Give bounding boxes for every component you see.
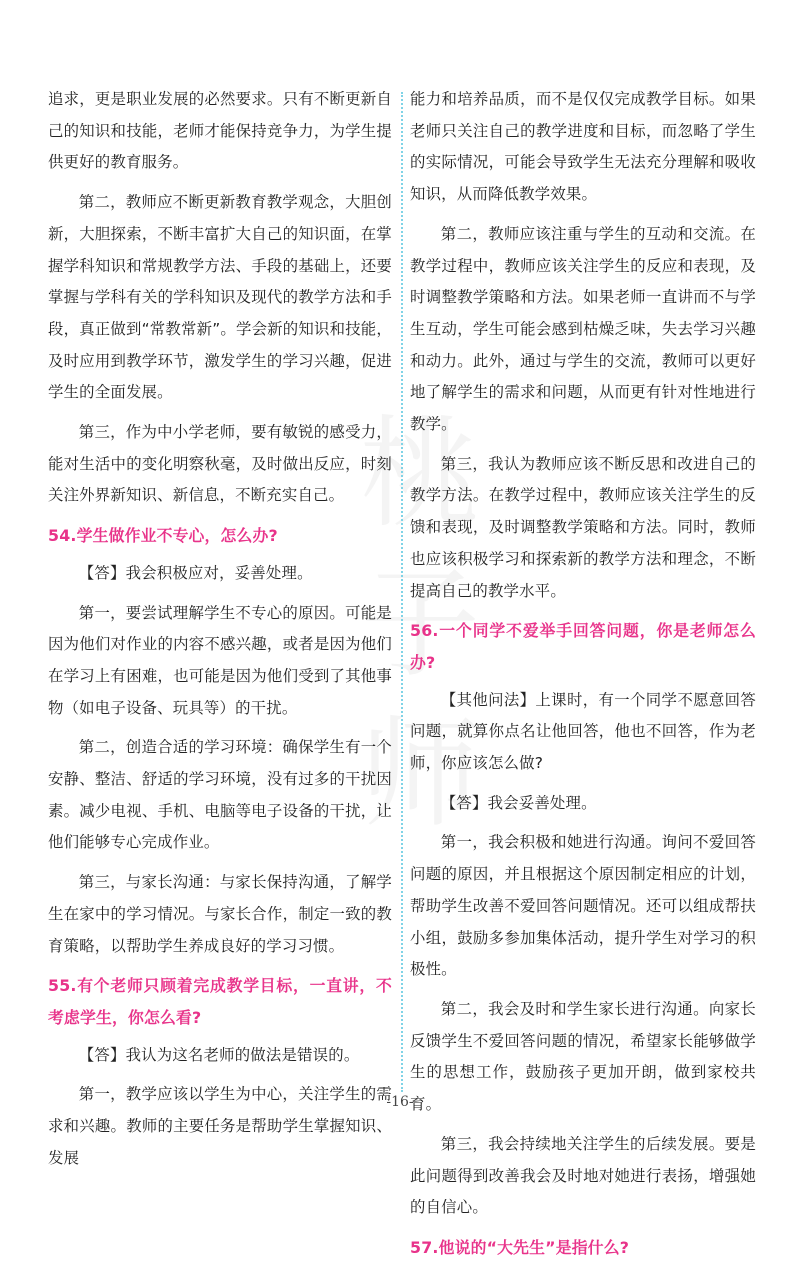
paragraph: 第三，我认为教师应该不断反思和改进自己的教学方法。在教学过程中，教师应该关注学生的反馈和表现，及时调整教学策略和方法。同时，教师也应该积极学习和探索新的教学方法和理念，不断提高自己的教学水平。: [410, 454, 756, 600]
paragraph: 第二，教师应不断更新教育教学观念，大胆创新，大胆探索，不断丰富扩大自己的知识面，在掌握学科知识和常规教学方法、手段的基础上，还要掌握与学科有关的学科知识及现代的教学方法和手段，真正做到“常教常新”。学会新的知识和技能，及时应用到教学环节，激发学生的学习兴趣，促进学生的全面发展。: [48, 193, 392, 402]
question-heading: 54.学生做作业不专心，怎么办?: [48, 526, 278, 546]
paragraph: 能力和培养品质，而不是仅仅完成教学目标。如果老师只关注自己的教学进度和目标，而忽略了学生的实际情况，可能会导致学生无法充分理解和吸收知识，从而降低教学效果。: [410, 90, 756, 204]
paragraph: 第三，作为中小学老师，要有敏锐的感受力，能对生活中的变化明察秋毫，及时做出反应，时刻关注外界新知识、新信息，不断充实自己。: [48, 423, 392, 505]
paragraph: 第三，我会持续地关注学生的后续发展。要是此问题得到改善我会及时地对她进行表扬，增强她的自信心。: [410, 1134, 756, 1217]
question-heading: 57.他说的“大先生”是指什么?: [410, 1237, 630, 1257]
paragraph: 第二，教师应该注重与学生的互动和交流。在教学过程中，教师应该关注学生的反应和表现，及时调整教学策略和方法。如果老师一直讲而不与学生互动，学生可能会感到枯燥乏味，失去学习兴趣和动力。此外，通过与学生的交流，教师可以更好地了解学生的需求和问题，从而更有针对性地进行教学。: [410, 224, 756, 434]
paragraph: 第二，我会及时和学生家长进行沟通。向家长反馈学生不爱回答问题的情况，希望家长能够做学生的思想工作，鼓励孩子更加开朗，做到家校共育。: [410, 999, 756, 1114]
paragraph: 第一，教学应该以学生为中心，关注学生的需求和兴趣。教师的主要任务是帮助学生掌握知识、发展: [48, 1085, 392, 1167]
question-heading: 55.有个老师只顾着完成教学目标，一直讲，不考虑学生，你怎么看?: [48, 976, 392, 1027]
paragraph: 【其他问法】上课时，有一个同学不愿意回答问题，就算你点名让他回答，他也不回答，作为老师，你应该怎么做?: [410, 690, 756, 773]
left-column: [48, 84, 392, 1183]
paragraph: 第三，与家长沟通：与家长保持沟通，了解学生在家中的学习情况。与家长合作，制定一致的教育策略，以帮助学生养成良好的学习习惯。: [48, 873, 392, 955]
column-divider: [401, 92, 403, 1092]
paragraph: 第一，我会积极和她进行沟通。询问不爱回答问题的原因，并且根据这个原因制定相应的计划，帮助学生改善不爱回答问题情况。还可以组成帮扶小组，鼓励多参加集体活动，提升学生对学习的积极性。: [410, 833, 756, 979]
paragraph: 追求，更是职业发展的必然要求。只有不断更新自己的知识和技能，老师才能保持竞争力，为学生提供更好的教育服务。: [48, 90, 392, 172]
paragraph: 【答】我认为这名老师的做法是错误的。: [78, 1045, 360, 1064]
question-heading: 56.一个同学不爱举手回答问题，你是老师怎么办?: [410, 621, 756, 672]
page-number: -16-: [386, 1094, 414, 1110]
paragraph: 第二，创造合适的学习环境：确保学生有一个安静、整洁、舒适的学习环境，没有过多的干扰因素。减少电视、手机、电脑等电子设备的干扰，让他们能够专心完成作业。: [48, 738, 392, 852]
paragraph: 【答】我会积极应对，妥善处理。: [78, 563, 313, 582]
right-column: [410, 84, 756, 1270]
paragraph: 【答】我会妥善处理。: [440, 793, 597, 812]
paragraph: 第一，要尝试理解学生不专心的原因。可能是因为他们对作业的内容不感兴趣，或者是因为他们在学习上有困难，也可能是因为他们受到了其他事物（如电子设备、玩具等）的干扰。: [48, 603, 392, 717]
